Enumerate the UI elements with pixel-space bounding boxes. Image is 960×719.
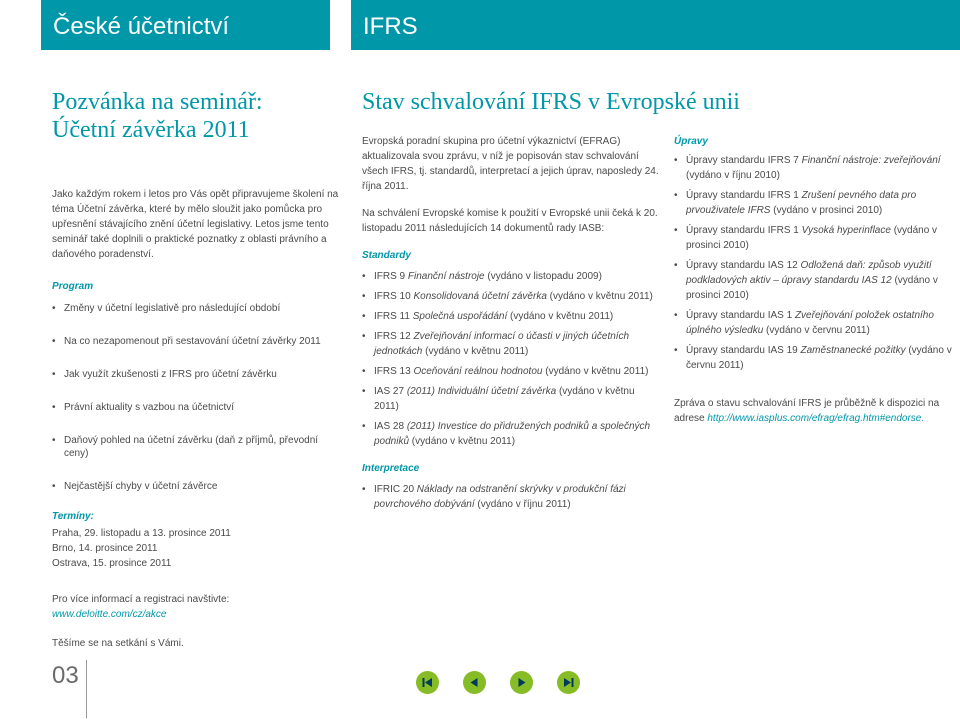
closing-text: Těšíme se na setkání s Vámi. xyxy=(52,638,184,649)
amendment-item: • Úpravy standardu IFRS 1 Vysoká hyperinflace (vydáno v prosinci 2010) xyxy=(674,223,960,253)
registration-link[interactable]: www.deloitte.com/cz/akce xyxy=(52,609,167,620)
seminar-column xyxy=(52,88,342,651)
standard-item: • IFRS 12 Zveřejňování informací o účasti v jiných účetních jednotkách (vydáno v květnu 2011) xyxy=(362,329,662,359)
skip-back-icon xyxy=(416,671,439,694)
endorsement-report xyxy=(674,396,960,426)
program-heading: Program xyxy=(52,281,94,292)
iasplus-link[interactable]: http://www.iasplus.com/efrag/efrag.htm#endorse. xyxy=(707,413,925,424)
program-item: • Právní aktuality s vazbou na účetnictví xyxy=(52,401,342,414)
term-item: Praha, 29. listopadu a 13. prosince 2011 xyxy=(52,528,231,539)
program-list xyxy=(52,302,342,493)
standards-heading: Standardy xyxy=(362,250,411,261)
seminar-title-line2: Účetní závěrka 2011 xyxy=(52,117,250,143)
standard-item: • IFRS 13 Oceňování reálnou hodnotou (vydáno v květnu 2011) xyxy=(362,364,662,379)
skip-back-button[interactable] xyxy=(416,671,439,694)
interpretations-list xyxy=(362,482,662,512)
seminar-title xyxy=(52,88,342,144)
section-header-left xyxy=(41,0,330,50)
section-title-ifrs: IFRS xyxy=(363,13,418,40)
amendments-column xyxy=(674,134,960,426)
standard-item: • IAS 28 (2011) Investice do přidružených podniků a společných podniků (vydáno v květnu 2011) xyxy=(362,419,662,449)
standard-item: • IFRS 10 Konsolidovaná účetní závěrka (vydáno v květnu 2011) xyxy=(362,289,662,304)
interpretations-heading: Interpretace xyxy=(362,463,420,474)
program-item: • Daňový pohled na účetní závěrku (daň z příjmů, převodní ceny) xyxy=(52,434,342,460)
skip-forward-button[interactable] xyxy=(557,671,580,694)
program-item: • Jak využít zkušenosti z IFRS pro účetní závěrku xyxy=(52,368,342,381)
page-divider xyxy=(86,660,87,718)
skip-forward-icon xyxy=(557,671,580,694)
program-item: • Na co nezapomenout při sestavování účetní závěrky 2011 xyxy=(52,335,342,348)
registration-info xyxy=(52,592,342,622)
amendment-item: • Úpravy standardu IAS 12 Odložená daň: způsob využití podkladových aktiv – úpravy standardu IAS 12 (vydáno v prosinci 2010) xyxy=(674,258,960,303)
article-intro: Evropská poradní skupina pro účetní výkaznictví (EFRAG) aktualizovala svou zprávu, v níž je popisován stav schvalování všech IFRS, tj. standardů, interpretací a jejich úprav, naposledy 24. října 2011. xyxy=(362,136,659,192)
amendments-heading: Úpravy xyxy=(674,136,708,147)
amendment-item: • Úpravy standardu IFRS 1 Zrušení pevného data pro prvouživatele IFRS (vydáno v prosinci 2010) xyxy=(674,188,960,218)
section-header-right xyxy=(351,0,960,50)
page-number: 03 xyxy=(52,662,79,689)
term-item: Brno, 14. prosince 2011 xyxy=(52,543,158,554)
amendments-list xyxy=(674,153,960,373)
previous-button[interactable] xyxy=(463,671,486,694)
amendment-item: • Úpravy standardu IFRS 7 Finanční nástroje: zveřejňování (vydáno v říjnu 2010) xyxy=(674,153,960,183)
endorsement-report-text: Zpráva o stavu schvalování IFRS je průběžně k dispozici na adrese xyxy=(674,398,940,424)
registration-info-text: Pro více informací a registraci navštivte: xyxy=(52,594,230,605)
standard-item: • IAS 27 (2011) Individuální účetní závěrka (vydáno v květnu 2011) xyxy=(362,384,662,414)
next-icon xyxy=(510,671,533,694)
amendment-item: • Úpravy standardu IAS 1 Zveřejňování položek ostatního úplného výsledku (vydáno v červnu 2011) xyxy=(674,308,960,338)
article-paragraph: Na schválení Evropské komise k použití v Evropské unii čeká k 20. listopadu 2011 následujících 14 dokumentů rady IASB: xyxy=(362,208,658,234)
term-item: Ostrava, 15. prosince 2011 xyxy=(52,558,172,569)
article-title: Stav schvalování IFRS v Evropské unii xyxy=(362,89,740,115)
amendment-item: • Úpravy standardu IAS 19 Zaměstnanecké požitky (vydáno v červnu 2011) xyxy=(674,343,960,373)
previous-icon xyxy=(463,671,486,694)
next-button[interactable] xyxy=(510,671,533,694)
standard-item: • IFRS 9 Finanční nástroje (vydáno v listopadu 2009) xyxy=(362,269,662,284)
standard-item: • IFRS 11 Společná uspořádání (vydáno v květnu 2011) xyxy=(362,309,662,324)
program-item: • Změny v účetní legislativě pro následující období xyxy=(52,302,342,315)
program-item: • Nejčastější chyby v účetní závěrce xyxy=(52,480,342,493)
terms-heading: Termíny: xyxy=(52,511,94,522)
interpretation-item: • IFRIC 20 Náklady na odstranění skrývky v produkční fázi povrchového dobývání (vydáno v říjnu 2011) xyxy=(362,482,662,512)
seminar-intro: Jako každým rokem i letos pro Vás opět připravujeme školení na téma Účetní závěrka, které by mělo sloužit jako pomůcka pro upřesnění stávajícího znění účetní legislativy. Letos jsme tento seminář také doplnili o praktické poznatky z oblasti právního a daňového poradenství. xyxy=(52,189,339,260)
standards-list xyxy=(362,269,662,449)
seminar-title-line1: Pozvánka na seminář: xyxy=(52,89,263,115)
terms-list xyxy=(52,526,342,571)
section-title-czech-accounting: České účetnictví xyxy=(53,13,230,40)
